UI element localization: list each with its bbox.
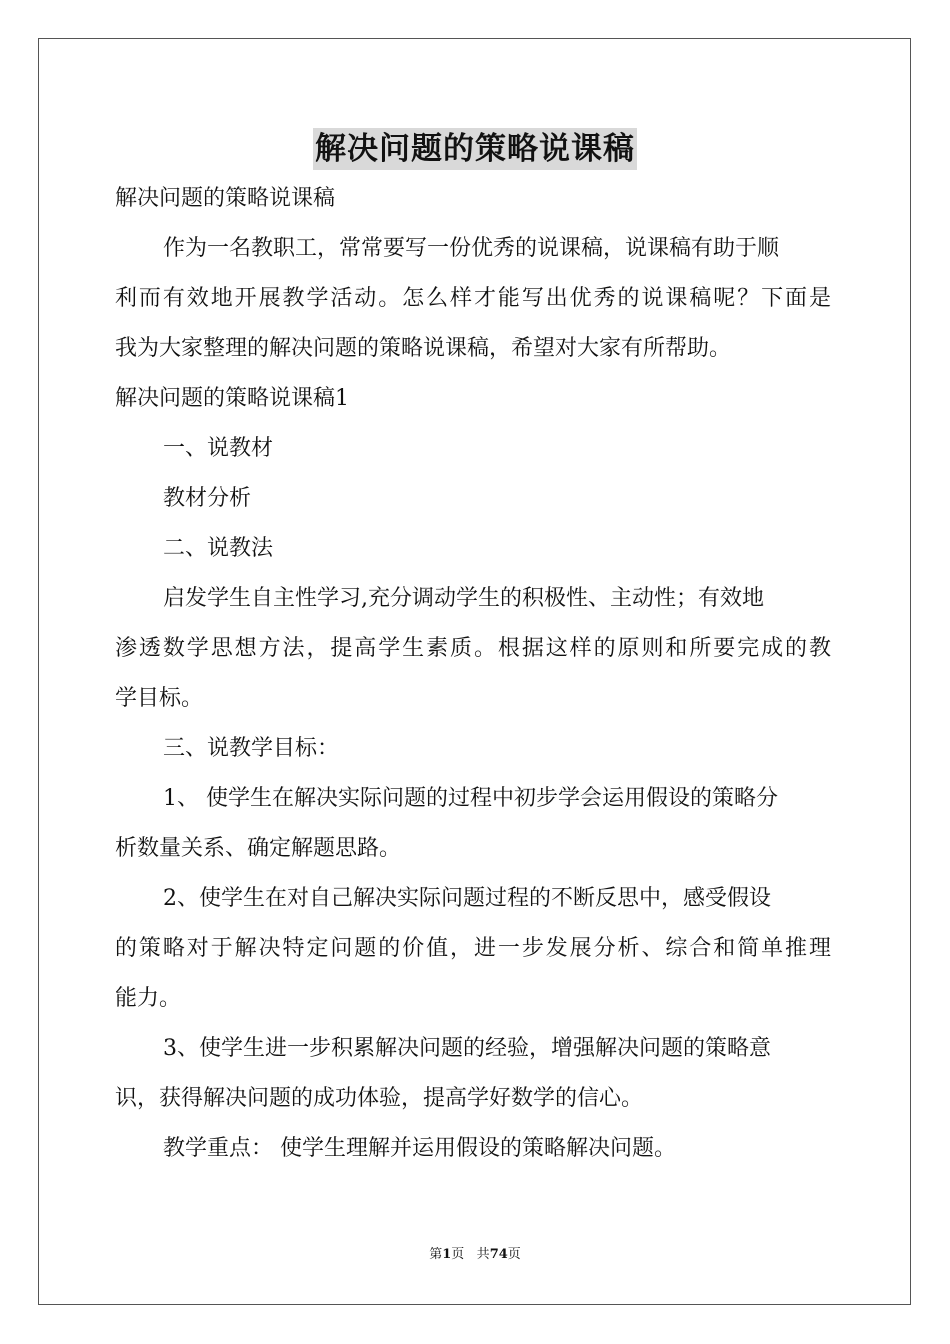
document-title: 解决问题的策略说课稿	[313, 128, 637, 170]
page-number: 1	[442, 1247, 452, 1262]
paragraph-line: 2、使学生在对自己解决实际问题过程的不断反思中，感受假设	[163, 886, 771, 911]
paragraph-line: 渗透数学思想方法，提高学生素质。根据这样的原则和所要完成的教	[115, 636, 831, 661]
subtitle-line: 解决问题的策略说课稿	[115, 186, 336, 211]
paragraph-line: 3、使学生进一步积累解决问题的经验，增强解决问题的策略意	[163, 1036, 771, 1061]
total-pages: 74	[489, 1247, 508, 1262]
total-prefix: 共	[476, 1247, 490, 1262]
paragraph-line: 利而有效地开展教学活动。怎么样才能写出优秀的说课稿呢？下面是	[115, 286, 831, 311]
total-suffix: 页	[507, 1247, 521, 1262]
section-heading: 三、说教学目标：	[163, 736, 340, 761]
section-heading: 一、说教材	[163, 436, 274, 461]
paragraph-line: 学目标。	[115, 686, 204, 711]
title-wrap	[0, 128, 950, 170]
paragraph-line: 我为大家整理的解决问题的策略说课稿，希望对大家有所帮助。	[115, 336, 732, 361]
page-prefix: 第	[429, 1247, 443, 1262]
section-heading: 解决问题的策略说课稿1	[115, 386, 349, 411]
page-border	[38, 38, 911, 1305]
paragraph-line: 能力。	[115, 986, 182, 1011]
paragraph-line: 的策略对于解决特定问题的价值，进一步发展分析、综合和简单推理	[115, 936, 831, 961]
paragraph-line: 1、 使学生在解决实际问题的过程中初步学会运用假设的策略分	[163, 786, 778, 811]
section-heading: 二、说教法	[163, 536, 274, 561]
paragraph-line: 教材分析	[163, 486, 252, 511]
paragraph-line: 教学重点： 使学生理解并运用假设的策略解决问题。	[163, 1136, 676, 1161]
paragraph-line: 启发学生自主性学习,充分调动学生的积极性、主动性；有效地	[163, 586, 764, 611]
page-footer	[0, 1246, 950, 1264]
paragraph-line: 析数量关系、确定解题思路。	[115, 836, 402, 861]
paragraph-line: 作为一名教职工，常常要写一份优秀的说课稿，说课稿有助于顺	[163, 236, 780, 261]
page-suffix: 页	[451, 1247, 465, 1262]
paragraph-line: 识，获得解决问题的成功体验，提高学好数学的信心。	[115, 1086, 644, 1111]
